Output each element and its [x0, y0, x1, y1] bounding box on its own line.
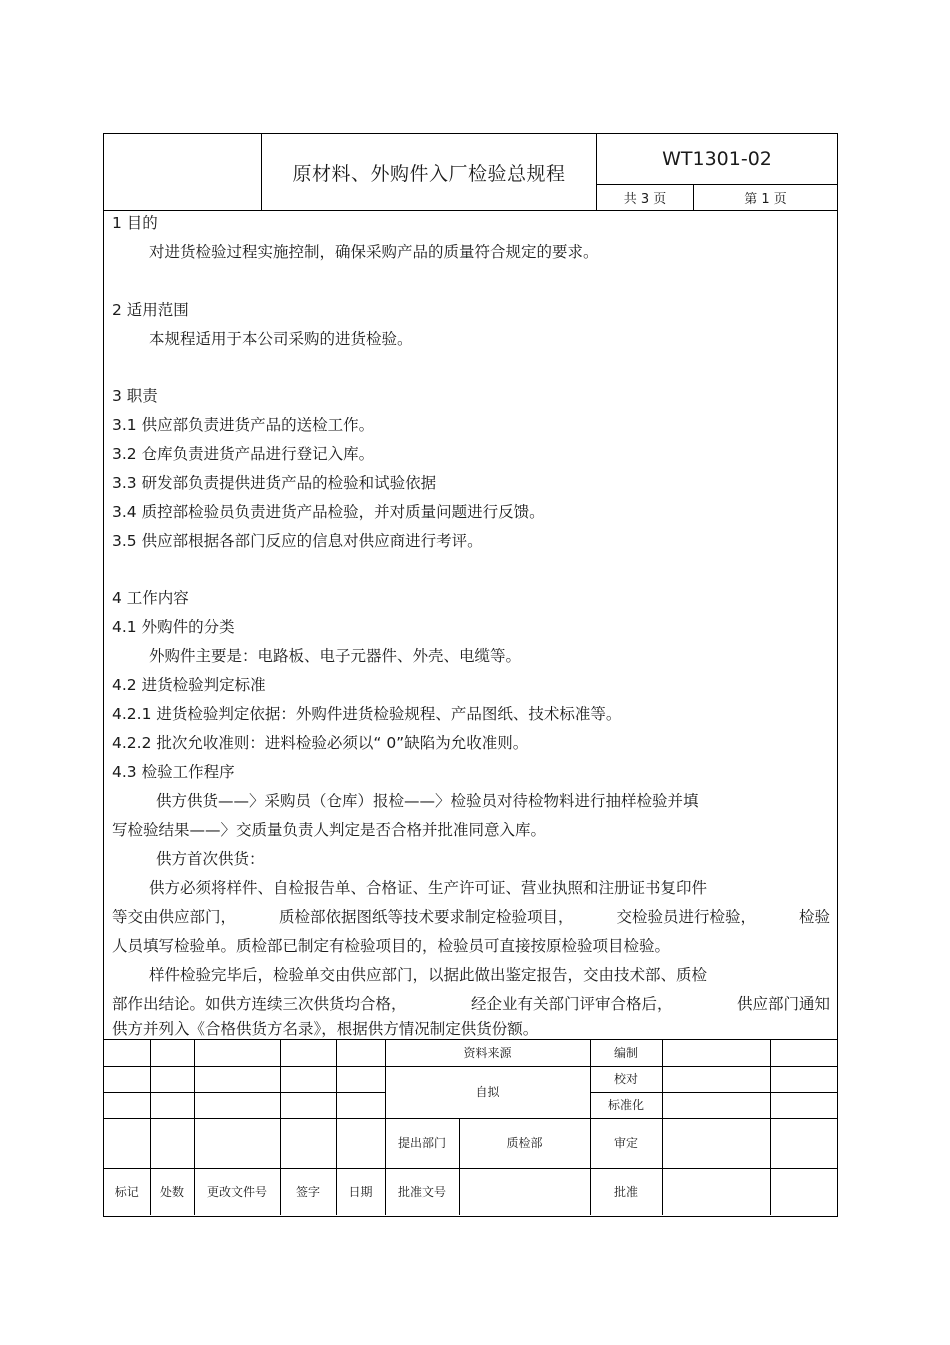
sample-inspection-line-1: 样件检验完毕后，检验单交由供应部门，以据此做出鉴定报告，交由技术部、质检 — [149, 966, 708, 984]
section-4-2-2: 4.2.2 批次允收准则：进料检验必须以“ 0”缺陷为允收准则。 — [112, 734, 529, 752]
section-3-3: 3.3 研发部负责提供进货产品的检验和试验依据 — [112, 474, 437, 492]
section-2-text: 本规程适用于本公司采购的进货检验。 — [149, 330, 413, 348]
section-3-2: 3.2 仓库负责进货产品进行登记入库。 — [112, 445, 375, 463]
sample-inspection-line-2-part-c: 供应部门通知 — [736, 995, 830, 1013]
standardize-label: 标准化 — [590, 1092, 662, 1118]
revision-table — [104, 1039, 837, 1217]
document-header — [104, 134, 837, 211]
section-3-title: 3 职责 — [112, 387, 158, 405]
section-4-1-text: 外购件主要是：电路板、电子元器件、外壳、电缆等。 — [149, 647, 522, 665]
approve-label: 批准 — [590, 1168, 662, 1215]
date-label: 日期 — [336, 1168, 385, 1215]
section-3-4: 3.4 质控部检验员负责进货产品检验，并对质量问题进行反馈。 — [112, 503, 545, 521]
review-label: 审定 — [590, 1118, 662, 1168]
sample-inspection-line-2-part-b: 经企业有关部门评审合格后， — [470, 995, 673, 1013]
approval-doc-label: 批准文号 — [385, 1168, 459, 1215]
section-4-2-1: 4.2.1 进货检验判定依据：外购件进货检验规程、产品图纸、技术标准等。 — [112, 705, 622, 723]
logo-cell — [104, 134, 262, 210]
source-value: 自拟 — [385, 1066, 590, 1118]
section-4-3: 4.3 检验工作程序 — [112, 763, 235, 781]
change-doc-label: 更改文件号 — [194, 1168, 280, 1215]
section-4-2: 4.2 进货检验判定标准 — [112, 676, 266, 694]
proposer-value: 质检部 — [459, 1118, 590, 1168]
section-3-5: 3.5 供应部根据各部门反应的信息对供应商进行考评。 — [112, 532, 483, 550]
section-1-text: 对进货检验过程实施控制，确保采购产品的质量符合规定的要求。 — [149, 243, 599, 261]
document-page — [103, 133, 838, 1217]
sign-label: 签字 — [280, 1168, 336, 1215]
count-label: 处数 — [150, 1168, 194, 1215]
first-supply-heading: 供方首次供货： — [156, 850, 265, 868]
page-number: 第 1 页 — [744, 192, 787, 207]
proofread-label: 校对 — [590, 1066, 662, 1092]
first-supply-line-2-part-b: 质检部依据图纸等技术要求制定检验项目， — [278, 908, 574, 926]
sample-inspection-line-2-part-a: 部作出结论。如供方连续三次供货均合格， — [112, 995, 407, 1013]
sample-inspection-line-2 — [112, 994, 830, 1014]
procedure-line-2: 写检验结果——〉交质量负责人判定是否合格并批准同意入库。 — [112, 821, 547, 839]
section-4-title: 4 工作内容 — [112, 589, 189, 607]
section-4-1: 4.1 外购件的分类 — [112, 618, 235, 636]
section-3-1: 3.1 供应部负责进货产品的送检工作。 — [112, 416, 375, 434]
section-1-title: 1 目的 — [112, 214, 158, 232]
procedure-line-1: 供方供货——〉采购员（仓库）报检——〉检验员对待检物料进行抽样检验并填 — [156, 792, 699, 810]
first-supply-line-2 — [112, 907, 830, 927]
sample-inspection-line-3: 供方并列入《合格供货方名录》，根据供方情况制定供货份额。 — [112, 1020, 539, 1038]
first-supply-line-2-part-d: 检验 — [798, 908, 830, 926]
source-label: 资料来源 — [385, 1040, 590, 1066]
document-title: 原材料、外购件入厂检验总规程 — [262, 134, 597, 210]
section-2-title: 2 适用范围 — [112, 301, 189, 319]
mark-label: 标记 — [104, 1168, 150, 1215]
first-supply-line-2-part-c: 交检验员进行检验， — [616, 908, 756, 926]
document-code: WT1301-02 — [597, 134, 837, 185]
first-supply-line-1: 供方必须将样件、自检报告单、合格证、生产许可证、营业执照和注册证书复印件 — [149, 879, 708, 897]
compile-label: 编制 — [590, 1040, 662, 1066]
total-pages: 共 3 页 — [597, 185, 694, 210]
document-body — [104, 211, 837, 1039]
first-supply-line-2-part-a: 等交由供应部门， — [112, 908, 237, 926]
proposer-label: 提出部门 — [385, 1118, 459, 1168]
first-supply-line-3: 人员填写检验单。质检部已制定有检验项目的，检验员可直接按原检验项目检验。 — [112, 937, 671, 955]
